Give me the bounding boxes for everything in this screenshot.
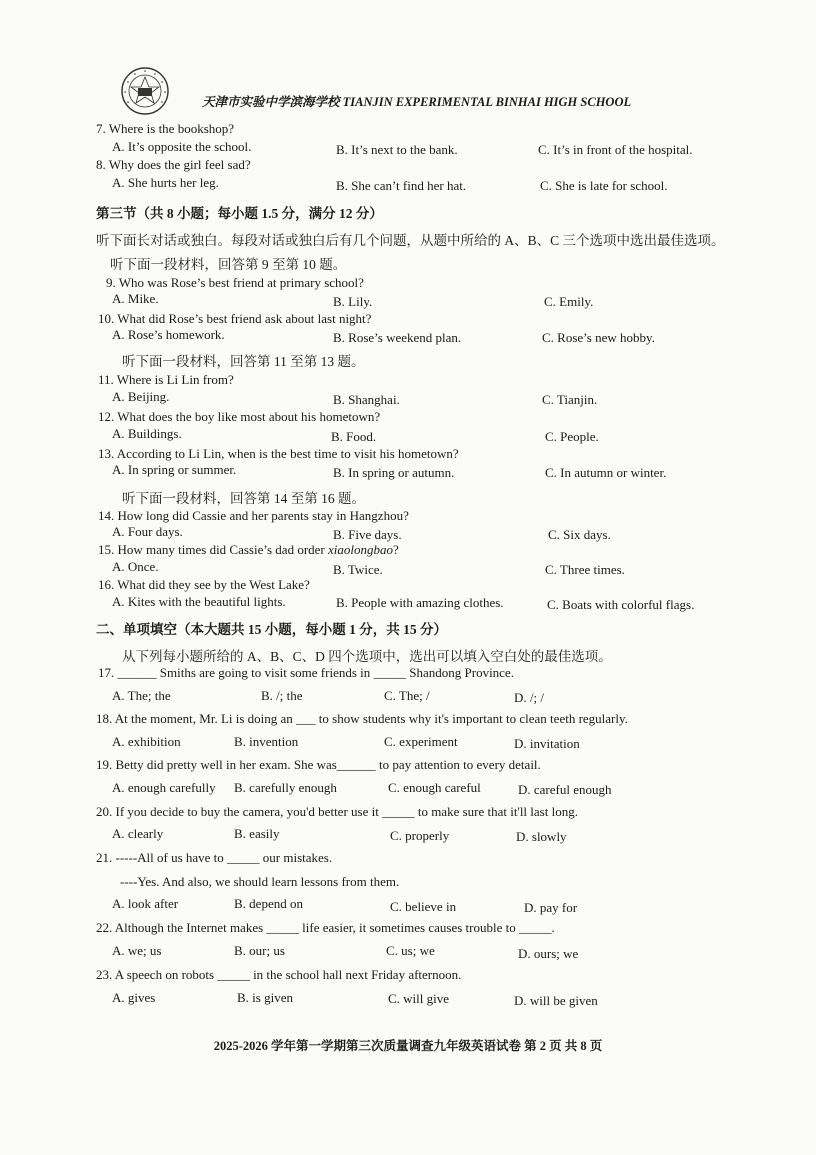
option-d: D. invitation [514, 736, 580, 751]
option-b: B. depend on [234, 896, 303, 911]
option-b: B. Shanghai. [333, 392, 400, 407]
question-7: 7. Where is the bookshop? [96, 121, 235, 136]
option-c: C. properly [390, 828, 450, 843]
option-a: A. we; us [112, 943, 162, 958]
option-c: C. Boats with colorful flags. [547, 597, 695, 612]
option-b: B. carefully enough [234, 780, 337, 795]
option-b: B. In spring or autumn. [333, 465, 455, 480]
option-b: B. /; the [261, 688, 303, 703]
question-21: 21. -----All of us have to _____ our mistakes. [96, 850, 333, 865]
option-b: B. Lily. [333, 294, 373, 309]
option-b: B. our; us [234, 943, 285, 958]
option-c: C. In autumn or winter. [545, 465, 667, 480]
question-17: 17. ______ Smiths are going to visit some friends in _____ Shandong Province. [98, 665, 514, 680]
option-a: A. exhibition [112, 734, 181, 749]
question-23: 23. A speech on robots _____ in the school hall next Friday afternoon. [96, 967, 462, 982]
question-12: 12. What does the boy like most about his hometown? [98, 409, 381, 424]
option-c: C. Three times. [545, 562, 625, 577]
option-b: B. It’s next to the bank. [336, 142, 458, 157]
listening-note-2: 听下面一段材料，回答第 11 至第 13 题。 [122, 354, 365, 369]
listening-note-3: 听下面一段材料，回答第 14 至第 16 题。 [122, 491, 365, 506]
option-b: B. Food. [331, 429, 377, 444]
option-b: B. She can’t find her hat. [336, 178, 467, 193]
option-c: C. enough careful [388, 780, 481, 795]
question-15-term: xiaolongbao [328, 542, 393, 557]
question-14: 14. How long did Cassie and her parents stay in Hangzhou? [98, 508, 409, 523]
question-10: 10. What did Rose’s best friend ask about last night? [98, 311, 372, 326]
question-15 [98, 542, 399, 558]
question-8: 8. Why does the girl feel sad? [96, 157, 251, 172]
option-d: D. will be given [514, 993, 598, 1008]
listening-note-1: 听下面一段材料，回答第 9 至第 10 题。 [110, 257, 347, 272]
option-c: C. us; we [386, 943, 435, 958]
option-b: B. is given [237, 990, 293, 1005]
option-c: C. believe in [390, 899, 457, 914]
question-15-end: ? [393, 542, 399, 557]
option-c: C. Emily. [544, 294, 594, 309]
option-b: B. Five days. [333, 527, 402, 542]
option-a: A. Once. [112, 559, 159, 574]
school-seal-icon [120, 66, 170, 116]
option-d: D. careful enough [518, 782, 612, 797]
option-d: D. ours; we [518, 946, 579, 961]
option-c: C. experiment [384, 734, 458, 749]
question-19: 19. Betty did pretty well in her exam. She was______ to pay attention to every detail. [96, 757, 541, 772]
option-d: D. slowly [516, 829, 567, 844]
option-a: A. gives [112, 990, 156, 1005]
part-2-instruction: 从下列每小题所给的 A、B、C、D 四个选项中，选出可以填入空白处的最佳选项。 [122, 649, 612, 664]
option-a: A. clearly [112, 826, 164, 841]
page-footer: 2025-2026 学年第一学期第三次质量调查九年级英语试卷 第 2 页 共 8 页 [213, 1039, 603, 1053]
question-16: 16. What did they see by the West Lake? [98, 577, 310, 592]
option-a: A. Mike. [112, 291, 159, 306]
option-a: A. Buildings. [112, 426, 182, 441]
page-header [120, 66, 740, 122]
option-b: B. People with amazing clothes. [336, 595, 504, 610]
option-a: A. She hurts her leg. [112, 175, 219, 190]
question-15-text: 15. How many times did Cassie’s dad order [98, 542, 328, 557]
option-b: B. easily [234, 826, 280, 841]
option-a: A. look after [112, 896, 179, 911]
option-c: C. It’s in front of the hospital. [538, 142, 693, 157]
school-name: 天津市实验中学滨海学校 TIANJIN EXPERIMENTAL BINHAI HIGH SCHOOL [202, 95, 632, 109]
option-a: A. Four days. [112, 524, 183, 539]
option-c: C. The; / [384, 688, 430, 703]
question-22: 22. Although the Internet makes _____ life easier, it sometimes causes trouble to _____. [96, 920, 555, 935]
option-a: A. The; the [112, 688, 171, 703]
option-c: C. People. [545, 429, 599, 444]
option-c: C. Rose’s new hobby. [542, 330, 655, 345]
option-d: D. pay for [524, 900, 578, 915]
option-a: A. It’s opposite the school. [112, 139, 252, 154]
part-2-title: 二、单项填空（本大题共 15 小题，每小题 1 分，共 15 分） [96, 622, 447, 637]
option-c: C. Tianjin. [542, 392, 598, 407]
option-a: A. Beijing. [112, 389, 170, 404]
section-3-instruction: 听下面长对话或独白。每段对话或独白后有几个问题，从题中所给的 A、B、C 三个选项中选出最佳选项。 [96, 233, 725, 248]
option-c: C. She is late for school. [540, 178, 668, 193]
option-c: C. Six days. [548, 527, 611, 542]
question-21-reply: ----Yes. And also, we should learn lessons from them. [120, 874, 400, 889]
question-9: 9. Who was Rose’s best friend at primary school? [106, 275, 364, 290]
question-20: 20. If you decide to buy the camera, you'd better use it _____ to make sure that it'll last long. [96, 804, 578, 819]
option-b: B. Rose’s weekend plan. [333, 330, 462, 345]
question-18: 18. At the moment, Mr. Li is doing an ___ to show students why it's important to clean teeth regularly. [96, 711, 628, 726]
option-c: C. will give [388, 991, 450, 1006]
option-a: A. Rose’s homework. [112, 327, 225, 342]
question-11: 11. Where is Li Lin from? [98, 372, 234, 387]
option-b: B. Twice. [333, 562, 383, 577]
option-a: A. enough carefully [112, 780, 216, 795]
option-d: D. /; / [514, 690, 544, 705]
question-13: 13. According to Li Lin, when is the best time to visit his hometown? [98, 446, 459, 461]
section-3-title: 第三节（共 8 小题；每小题 1.5 分，满分 12 分） [96, 206, 383, 221]
option-a: A. Kites with the beautiful lights. [112, 594, 286, 609]
option-b: B. invention [234, 734, 299, 749]
option-a: A. In spring or summer. [112, 462, 237, 477]
